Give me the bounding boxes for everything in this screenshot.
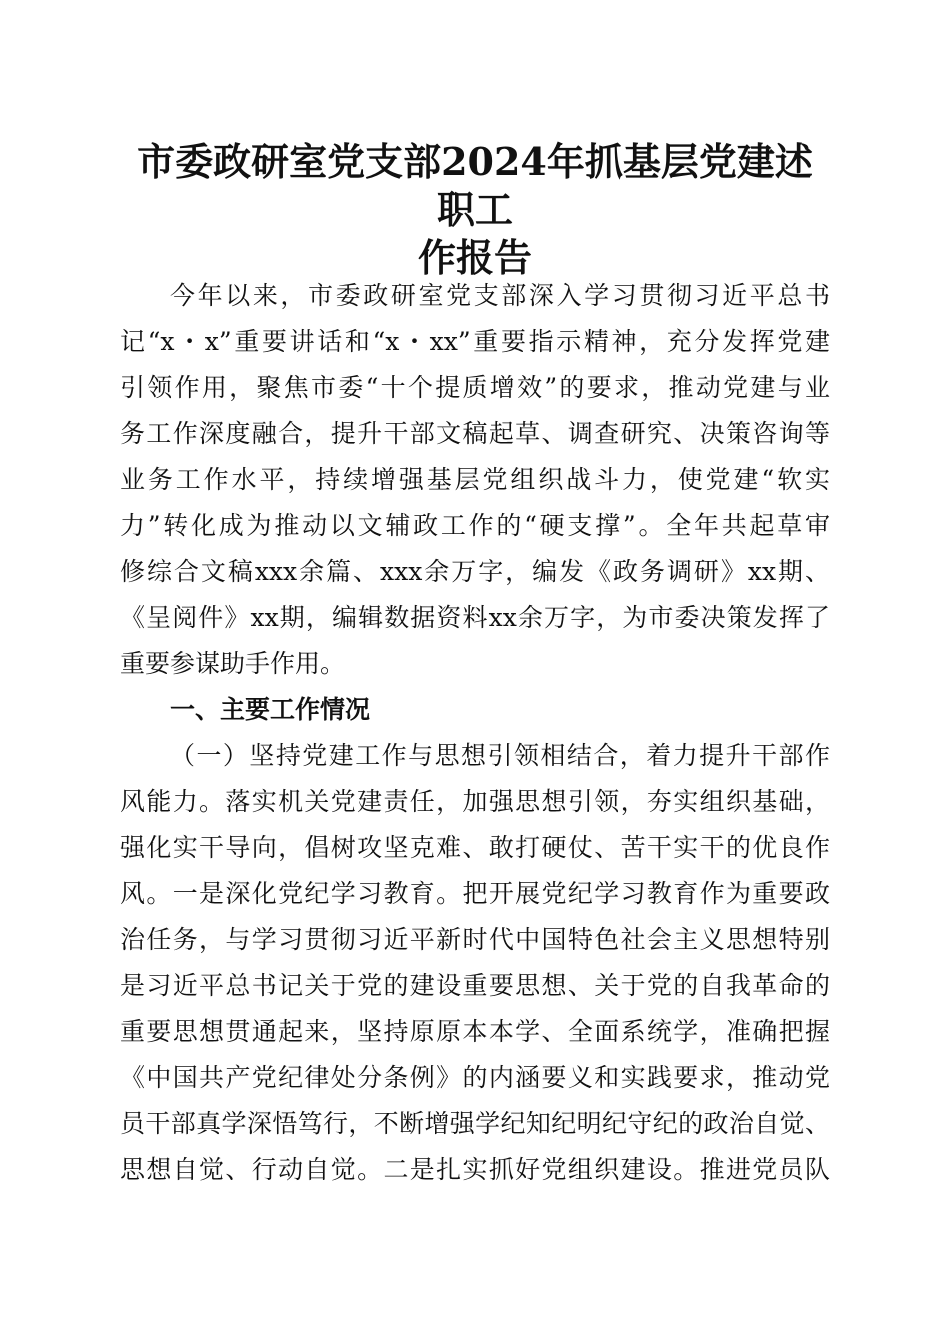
document-body xyxy=(120,273,830,1193)
title-line-1: 市委政研室党支部2024年抓基层党建述职工 xyxy=(137,139,813,232)
paragraph-line: 思想自觉、行动自觉。二是扎实抓好党组织建设。推进党员队 xyxy=(120,1155,830,1184)
paragraph-line: 治任务，与学习贯彻习近平新时代中国特色社会主义思想特别 xyxy=(120,925,830,954)
paragraph-line: 记“x・x”重要讲话和“x・xx”重要指示精神，充分发挥党建 xyxy=(120,327,830,356)
paragraph-line: 修综合文稿xxx余篇、xxx余万字，编发《政务调研》xx期、 xyxy=(120,557,830,586)
title-line-2: 作报告 xyxy=(417,235,532,280)
paragraph-line: 《呈阅件》xx期，编辑数据资料xx余万字，为市委决策发挥了 xyxy=(120,603,830,632)
paragraph-line: 风能力。落实机关党建责任，加强思想引领，夯实组织基础， xyxy=(120,787,830,816)
paragraph-line: 重要思想贯通起来，坚持原原本本学、全面系统学，准确把握 xyxy=(120,1017,830,1046)
paragraph-line: 是习近平总书记关于党的建设重要思想、关于党的自我革命的 xyxy=(120,971,830,1000)
section-heading: 一、主要工作情况 xyxy=(170,695,371,724)
paragraph-line: 今年以来，市委政研室党支部深入学习贯彻习近平总书 xyxy=(170,281,830,310)
paragraph-line: 引领作用，聚焦市委“十个提质增效”的要求，推动党建与业 xyxy=(120,373,830,402)
paragraph-line: 员干部真学深悟笃行，不断增强学纪知纪明纪守纪的政治自觉、 xyxy=(120,1109,830,1138)
paragraph-line: 力”转化成为推动以文辅政工作的“硬支撑”。全年共起草审 xyxy=(120,511,830,540)
intro-paragraph xyxy=(120,273,830,687)
paragraph-line: 《中国共产党纪律处分条例》的内涵要义和实践要求，推动党 xyxy=(120,1063,830,1092)
paragraph-line: 风。一是深化党纪学习教育。把开展党纪学习教育作为重要政 xyxy=(120,879,830,908)
document-title xyxy=(120,138,830,282)
paragraph-line: 重要参谋助手作用。 xyxy=(120,649,346,678)
paragraph-line: 务工作深度融合，提升干部文稿起草、调查研究、决策咨询等 xyxy=(120,419,830,448)
paragraph-line: （一）坚持党建工作与思想引领相结合，着力提升干部作 xyxy=(170,741,830,770)
paragraph-line: 强化实干导向，倡树攻坚克难、敢打硬仗、苦干实干的优良作 xyxy=(120,833,830,862)
paragraph-line: 业务工作水平，持续增强基层党组织战斗力，使党建“软实 xyxy=(120,465,830,494)
section1-paragraph xyxy=(120,733,830,1193)
